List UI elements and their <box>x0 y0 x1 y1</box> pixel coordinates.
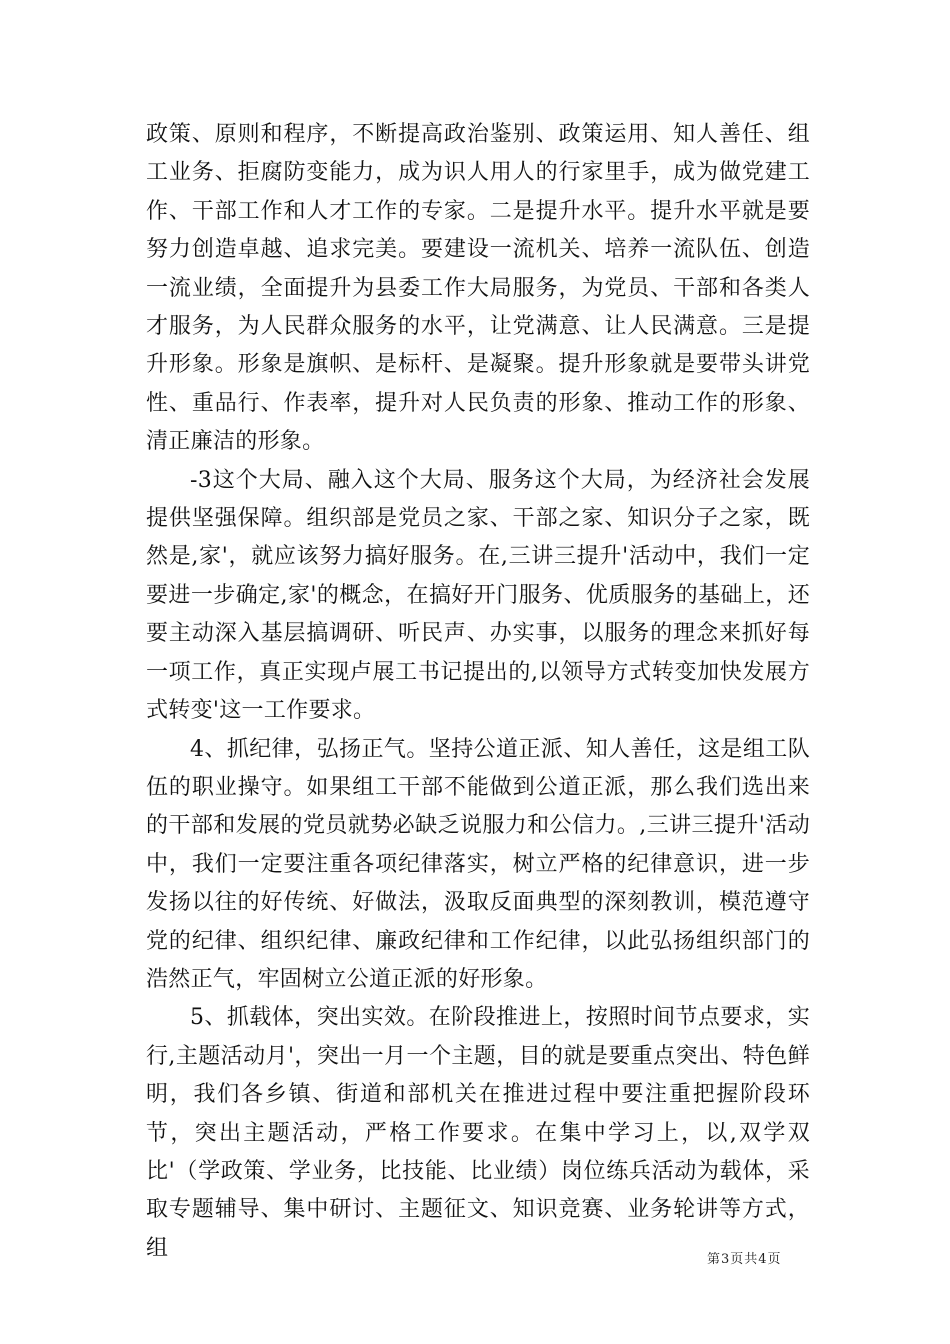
paragraph-2: -3这个大局、融入这个大局、服务这个大局，为经济社会发展提供坚强保障。组织部是党员之家、干部之家、知识分子之家，既然是,家'，就应该努力搞好服务。在,三讲三提升'活动中，我们一定要进一步确定,家'的概念，在搞好开门服务、优质服务的基础上，还要主动深入基层搞调研、听民声、办实事，以服务的理念来抓好每一项工作，真正实现卢展工书记提出的,以领导方式转变加快发展方式转变'这一工作要求。 <box>146 467 810 724</box>
page-number-footer: 第3页共4页 <box>707 1252 782 1267</box>
paragraph-4: 5、抓载体，突出实效。在阶段推进上，按照时间节点要求，实行,主题活动月'，突出一月一个主题，目的就是要重点突出、特色鲜明，我们各乡镇、街道和部机关在推进过程中要注重把握阶段环节，突出主题活动，严格工作要求。在集中学习上，以,双学双比'（学政策、学业务，比技能、比业绩）岗位练兵活动为载体，采取专题辅导、集中研讨、主题征文、知识竞赛、业务轮讲等方式，组 <box>146 1005 810 1261</box>
body-text <box>146 116 810 1268</box>
paragraph-3: 4、抓纪律，弘扬正气。坚持公道正派、知人善任，这是组工队伍的职业操守。如果组工干部不能做到公道正派，那么我们选出来的干部和发展的党员就势必缺乏说服力和公信力。,三讲三提升'活动中，我们一定要注重各项纪律落实，树立严格的纪律意识，进一步发扬以往的好传统、好做法，汲取反面典型的深刻教训，模范遵守党的纪律、组织纪律、廉政纪律和工作纪律，以此弘扬组织部门的浩然正气，牢固树立公道正派的好形象。 <box>146 736 810 992</box>
paragraph-1: 政策、原则和程序，不断提高政治鉴别、政策运用、知人善任、组工业务、拒腐防变能力，成为识人用人的行家里手，成为做党建工作、干部工作和人才工作的专家。二是提升水平。提升水平就是要努力创造卓越、追求完美。要建设一流机关、培养一流队伍、创造一流业绩，全面提升为县委工作大局服务，为党员、干部和各类人才服务，为人民群众服务的水平，让党满意、让人民满意。三是提升形象。形象是旗帜、是标杆、是凝聚。提升形象就是要带头讲党性、重品行、作表率，提升对人民负责的形象、推动工作的形象、清正廉洁的形象。 <box>146 122 810 455</box>
